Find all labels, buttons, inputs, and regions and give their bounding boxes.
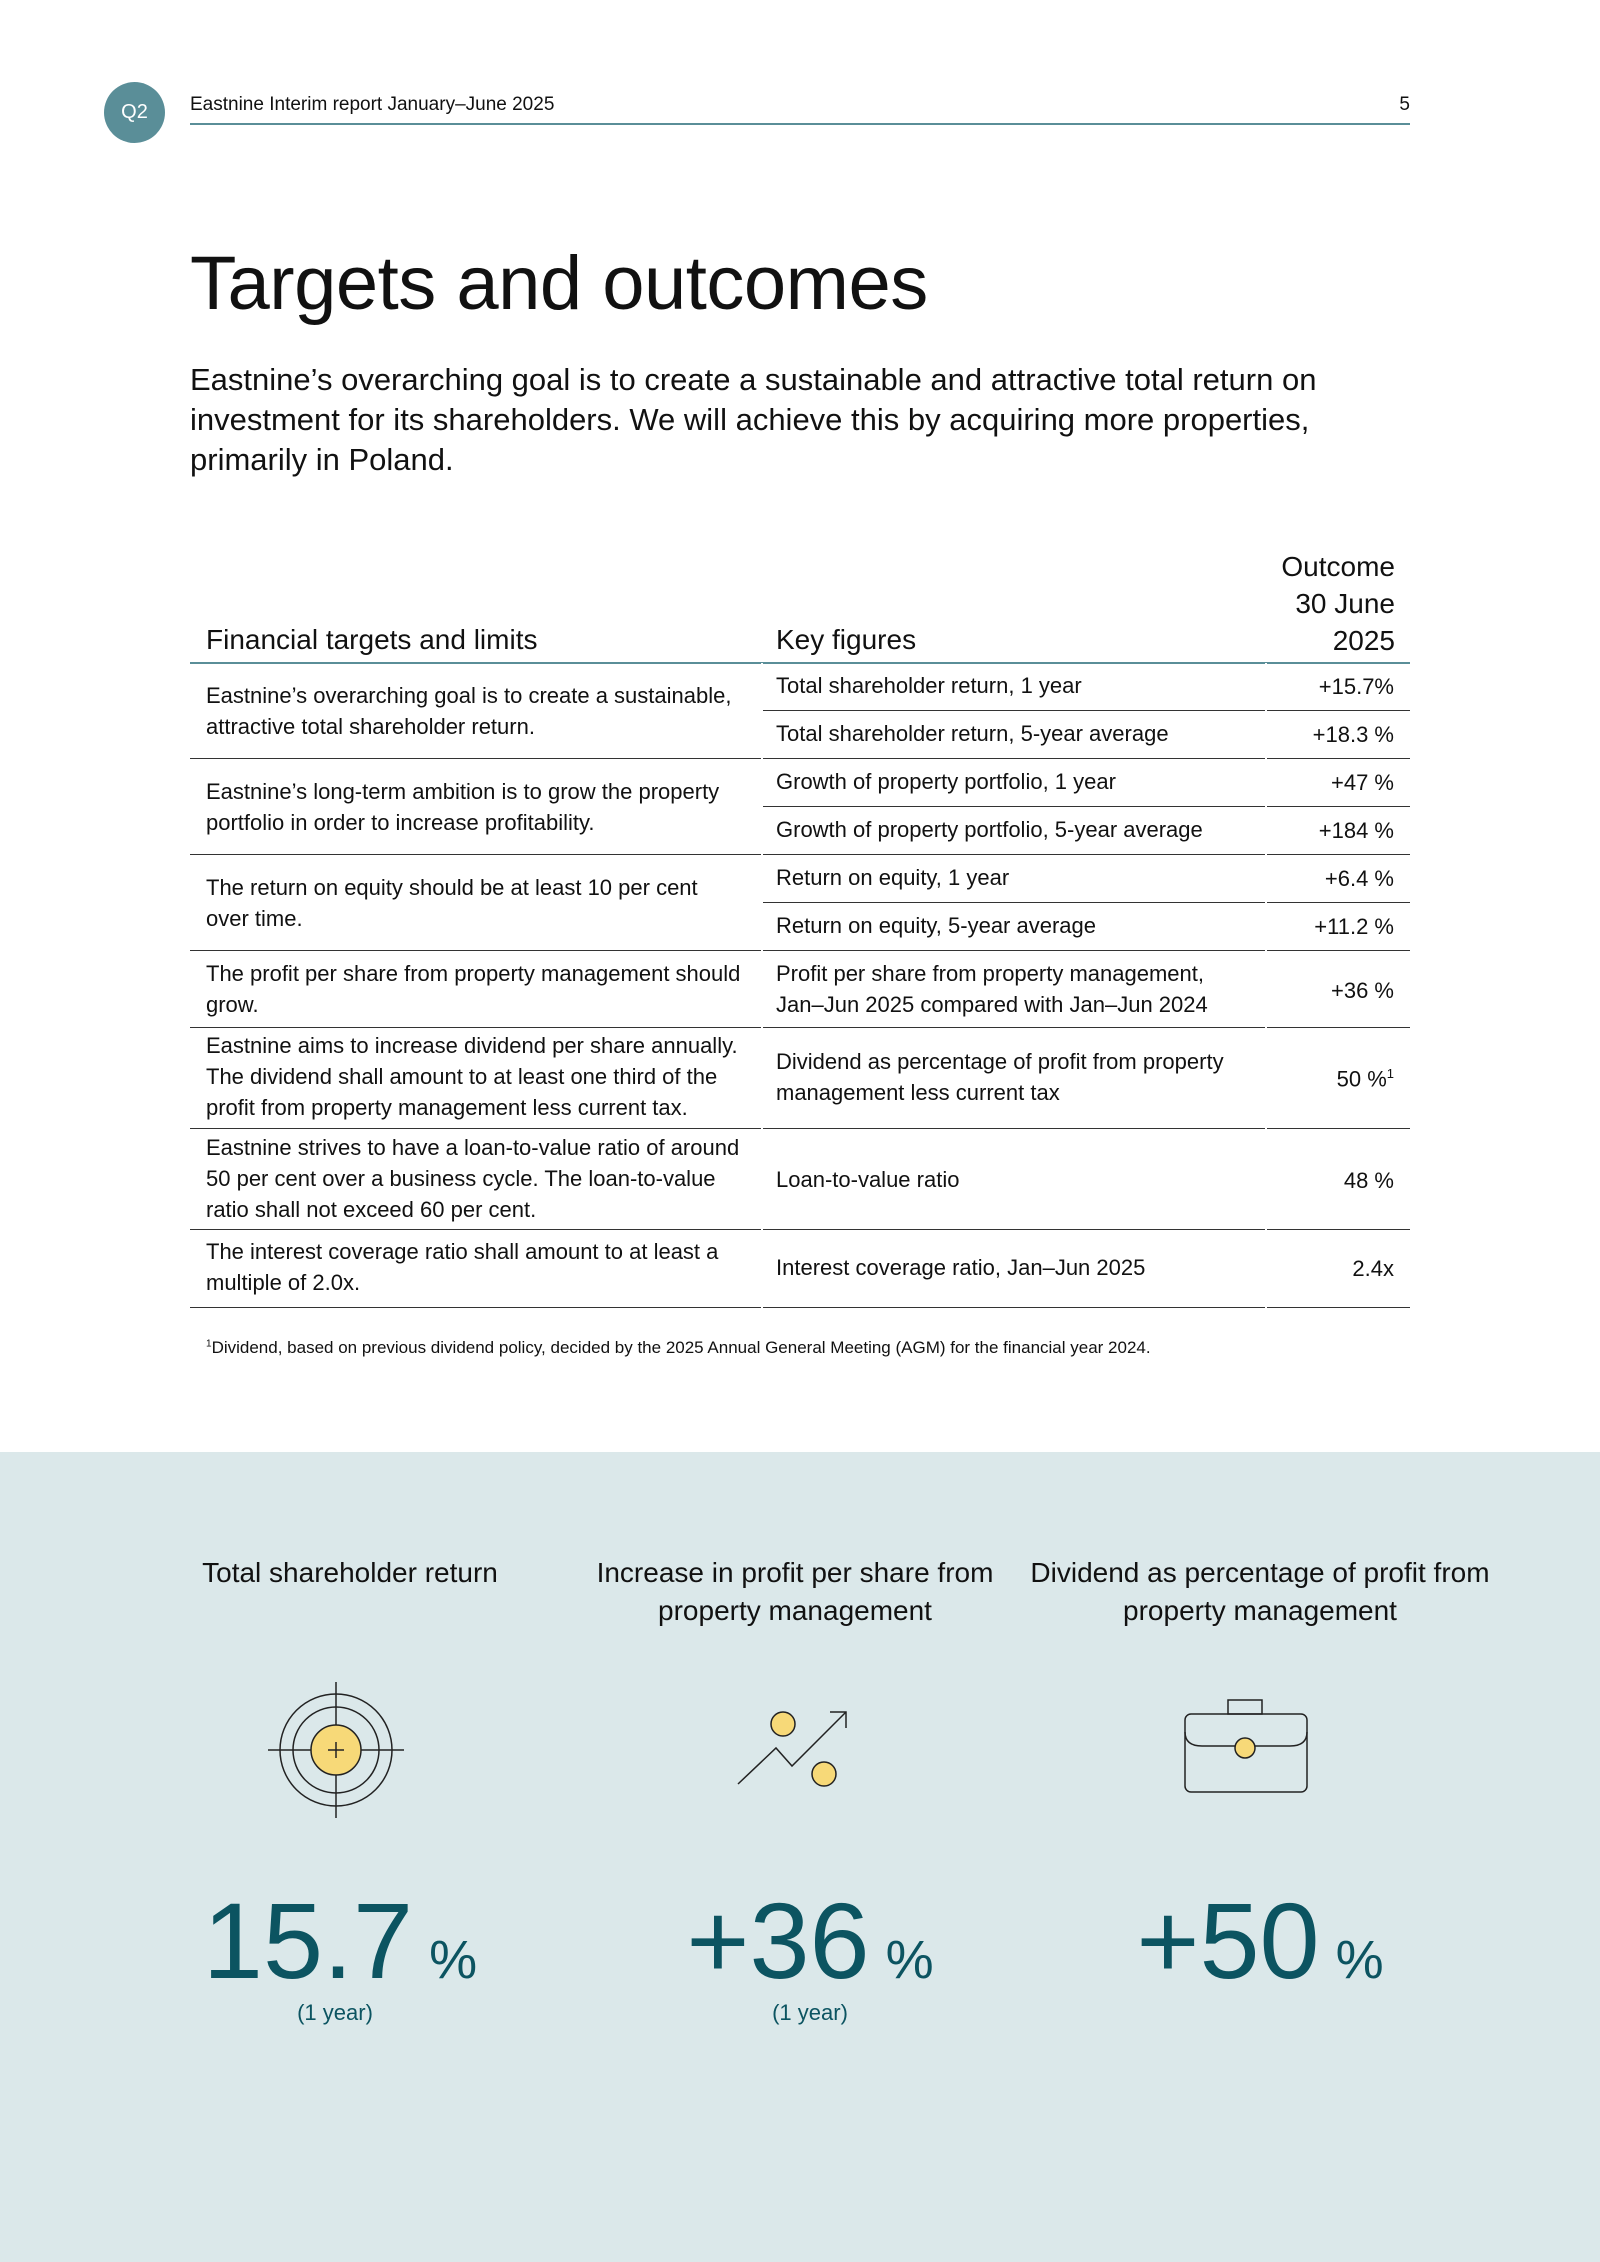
kpi-number: 15.7 xyxy=(202,1880,414,2001)
row-divider xyxy=(762,710,1410,711)
briefcase-icon xyxy=(1182,1696,1310,1796)
column-header-key-figures: Key figures xyxy=(776,624,917,655)
outcome-value: 2.4x xyxy=(1352,1256,1394,1281)
header-divider xyxy=(190,123,1410,125)
outcome-value: +11.2 % xyxy=(1314,914,1394,939)
target-cell: Eastnine’s long-term ambition is to grow the property portfolio in order to increase profitability. xyxy=(206,779,720,835)
kpi-title: Total shareholder return xyxy=(202,1557,498,1588)
row-divider xyxy=(190,1027,1410,1028)
outcome-header-line-2: 30 June xyxy=(1295,588,1395,619)
target-cell: Eastnine strives to have a loan-to-value ratio of around 50 per cent over a business cycle. The loan-to-value ratio shall not exceed 60 per cent. xyxy=(206,1135,740,1222)
target-cell: The return on equity should be at least 10 per cent over time. xyxy=(206,875,698,931)
kpi-period: (1 year) xyxy=(772,2000,848,2025)
key-figure-label: Growth of property portfolio, 1 year xyxy=(776,769,1116,794)
target-cell: Eastnine’s overarching goal is to create a sustainable, attractive total shareholder return. xyxy=(206,683,732,739)
page-title: Targets and outcomes xyxy=(190,241,928,326)
kpi-number: +36 xyxy=(686,1880,870,2001)
key-figure-label: Dividend as percentage of profit from property management less current tax xyxy=(776,1049,1224,1105)
kpi-unit: % xyxy=(885,1930,934,1990)
key-figure-label: Total shareholder return, 1 year xyxy=(776,673,1082,698)
kpi-value xyxy=(1040,1880,1480,2015)
table-header-divider xyxy=(190,662,1410,664)
row-divider xyxy=(762,806,1410,807)
kpi-title: Increase in profit per share from property management xyxy=(596,1557,994,1626)
key-figure-label: Growth of property portfolio, 5-year average xyxy=(776,817,1203,842)
outcome-value: +36 % xyxy=(1331,978,1394,1003)
row-divider xyxy=(190,1128,1410,1129)
footnote-reference: 1 xyxy=(1386,1066,1394,1081)
kpi-title: Dividend as percentage of profit from property management xyxy=(1030,1557,1490,1626)
row-divider xyxy=(190,758,1410,759)
column-gap xyxy=(761,663,763,1309)
outcome-value-text: 50 % xyxy=(1336,1066,1387,1092)
outcome-value: +47 % xyxy=(1331,770,1394,795)
lead-paragraph: Eastnine’s overarching goal is to create a sustainable and attractive total return on investment for its shareholders. We will achieve this by acquiring more properties, primarily in Poland. xyxy=(190,362,1317,477)
row-divider xyxy=(762,902,1410,903)
kpi-unit: % xyxy=(429,1930,478,1990)
growth-chart-icon xyxy=(734,1704,850,1792)
page-header xyxy=(104,82,1410,126)
target-icon xyxy=(266,1680,406,1820)
outcome-header-line-1: Outcome xyxy=(1281,551,1395,582)
outcome-value: +15.7% xyxy=(1318,674,1394,699)
key-figure-label: Profit per share from property management, Jan–Jun 2025 compared with Jan–Jun 2024 xyxy=(776,961,1208,1017)
key-figure-label: Interest coverage ratio, Jan–Jun 2025 xyxy=(776,1255,1146,1280)
outcome-value xyxy=(1337,1066,1394,1092)
key-figure-label: Return on equity, 5-year average xyxy=(776,913,1096,938)
kpi-value xyxy=(120,1880,560,2015)
quarter-badge: Q2 xyxy=(104,82,165,143)
kpi-value xyxy=(590,1880,1030,2015)
key-figure-label: Loan-to-value ratio xyxy=(776,1167,960,1192)
key-figure-label: Total shareholder return, 5-year average xyxy=(776,721,1169,746)
footnote xyxy=(206,1338,1151,1358)
column-header-targets: Financial targets and limits xyxy=(206,624,538,655)
row-divider xyxy=(190,950,1410,951)
kpi-number: +50 xyxy=(1136,1880,1320,2001)
column-header-outcome xyxy=(1195,548,1395,659)
outcome-value: 48 % xyxy=(1343,1168,1394,1193)
outcome-header-line-3: 2025 xyxy=(1332,625,1395,656)
column-gap xyxy=(1265,663,1267,1309)
outcome-value: +184 % xyxy=(1318,818,1394,843)
row-divider xyxy=(190,854,1410,855)
kpi-period: (1 year) xyxy=(297,2000,373,2025)
key-figure-label: Return on equity, 1 year xyxy=(776,865,1010,890)
target-cell: The profit per share from property management should grow. xyxy=(206,961,741,1017)
report-title: Eastnine Interim report January–June 2025 xyxy=(190,94,555,115)
outcome-value: +18.3 % xyxy=(1312,722,1394,747)
footnote-text: Dividend, based on previous dividend policy, decided by the 2025 Annual General Meeting (AGM) for the financial year 2024. xyxy=(211,1338,1151,1357)
target-cell: Eastnine aims to increase dividend per share annually. The dividend shall amount to at least one third of the profit from property management less current tax. xyxy=(206,1033,738,1120)
page-number: 5 xyxy=(1399,94,1410,115)
outcome-value: +6.4 % xyxy=(1324,866,1394,891)
row-divider xyxy=(190,1307,1410,1308)
kpi-panel xyxy=(0,1452,1600,2262)
row-divider xyxy=(190,1229,1410,1230)
target-cell: The interest coverage ratio shall amount to at least a multiple of 2.0x. xyxy=(206,1239,719,1295)
footnote-marker: 1 xyxy=(206,1338,212,1350)
kpi-unit: % xyxy=(1335,1930,1384,1990)
